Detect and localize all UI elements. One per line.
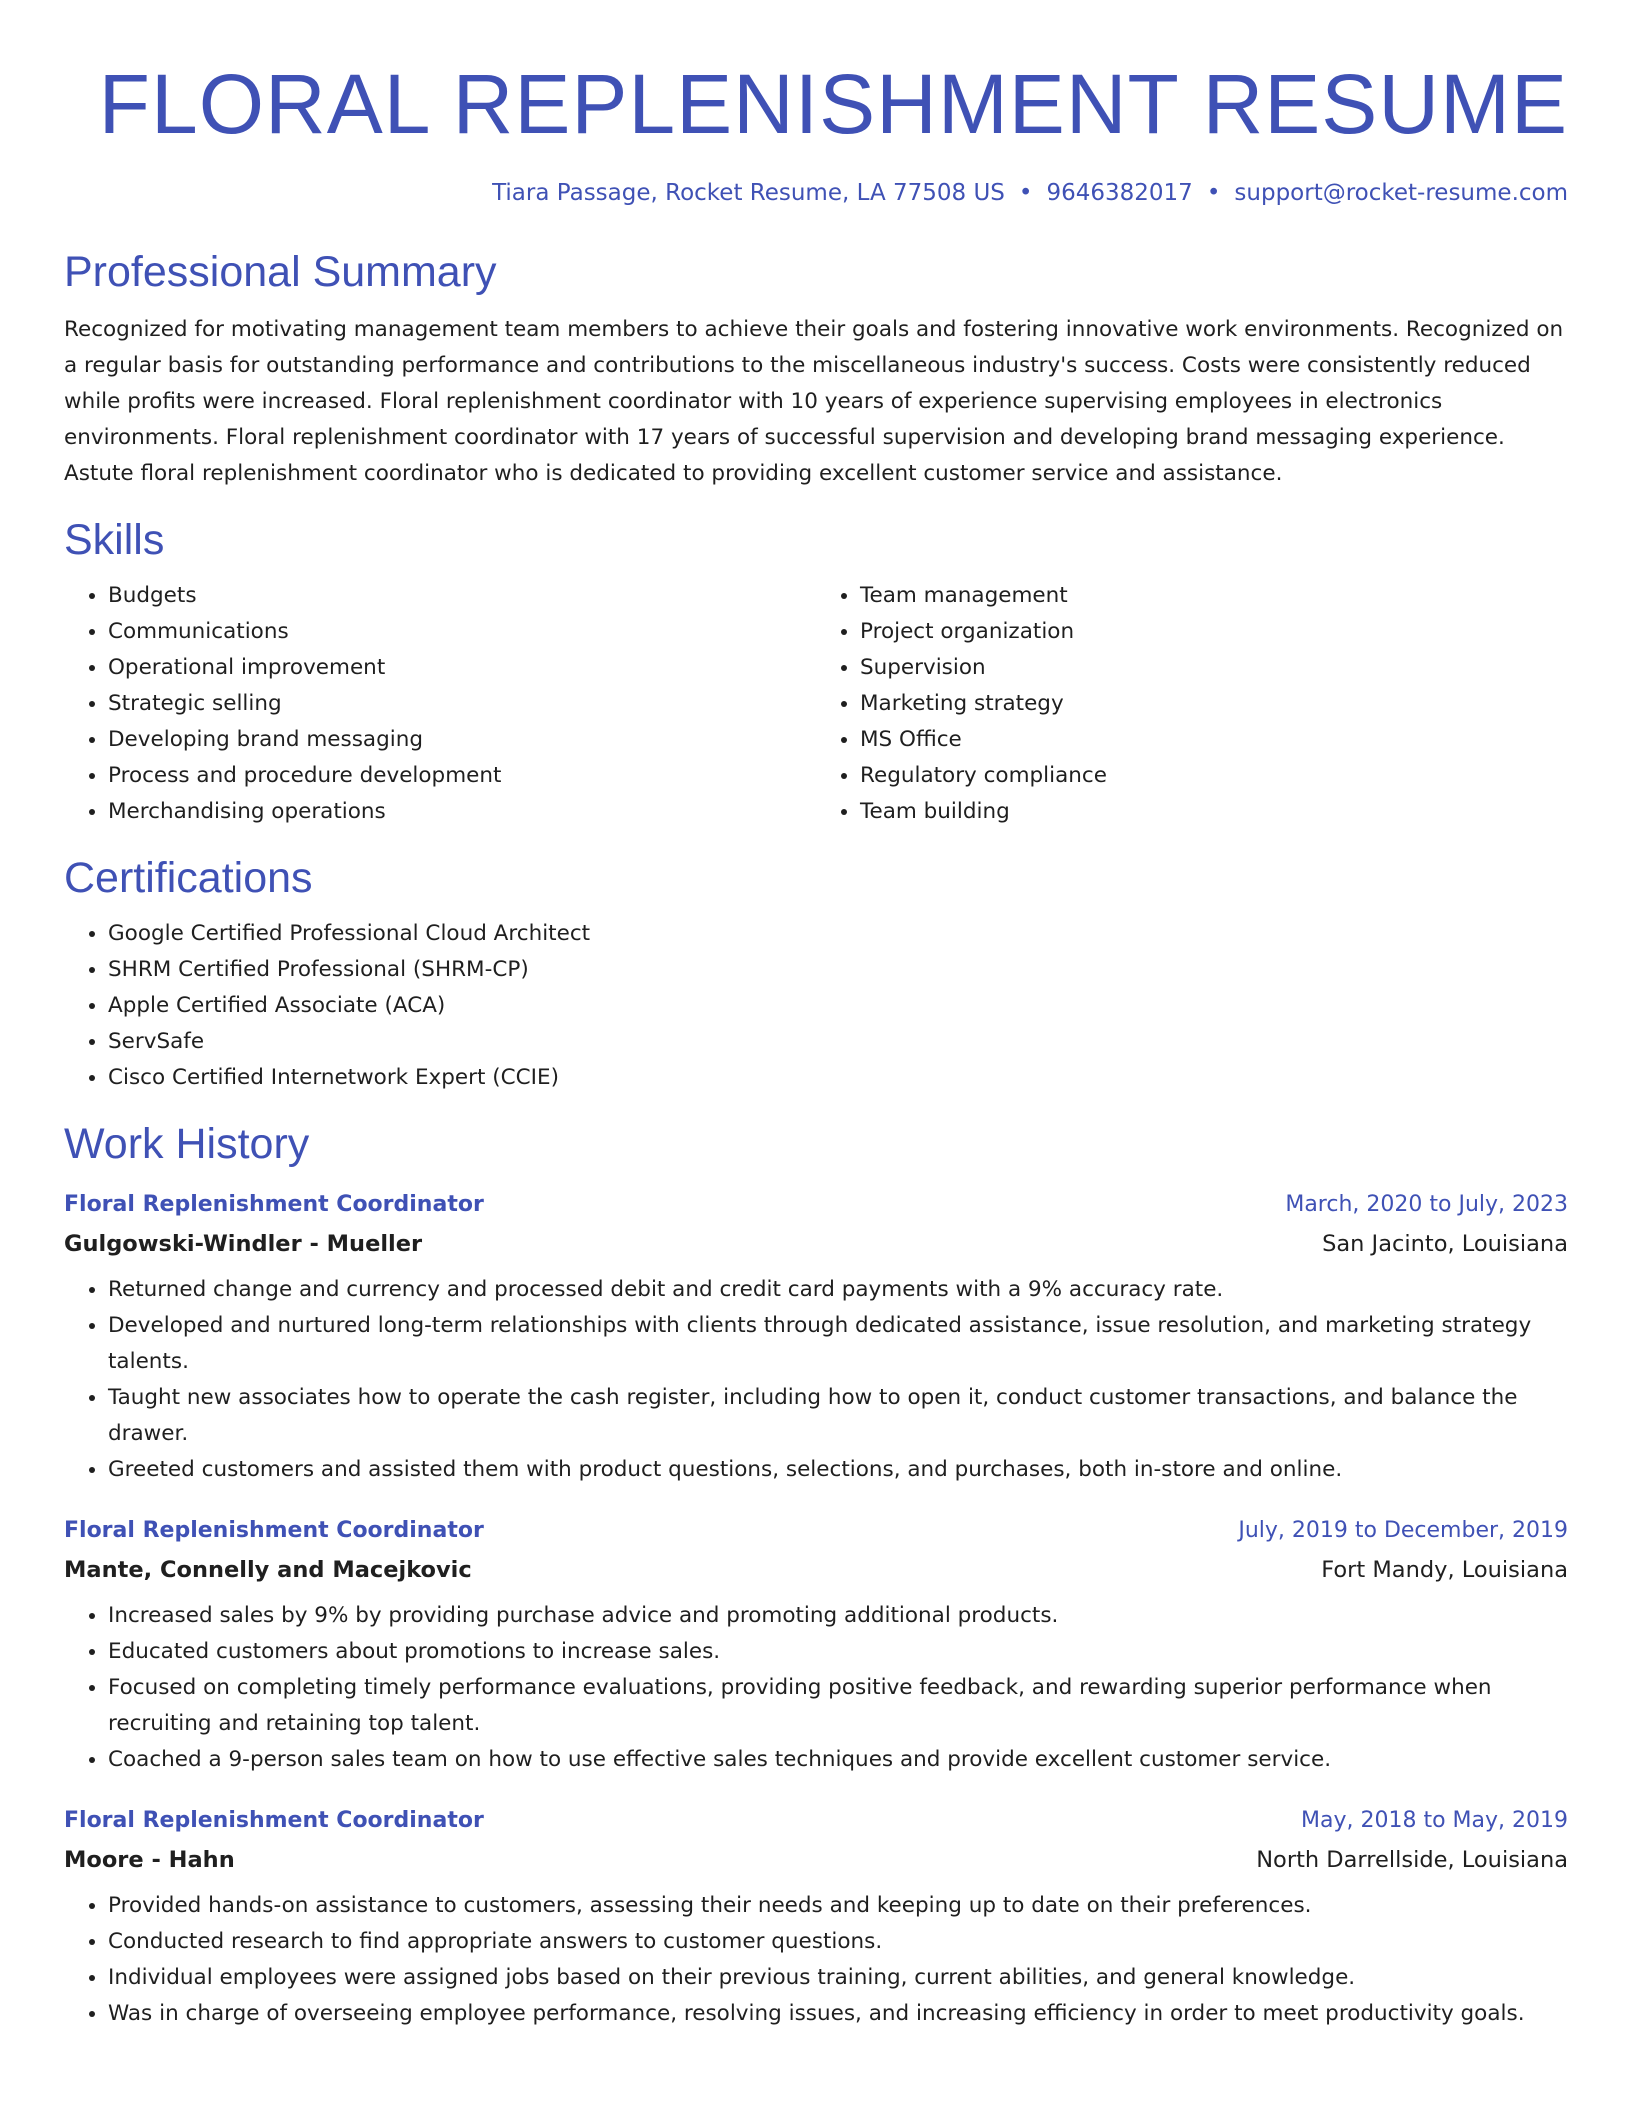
skill-item: • Budgets (108, 578, 816, 614)
contact-separator: • (1206, 180, 1221, 206)
job-company: Gulgowski-Windler - Mueller (64, 1231, 423, 1257)
skill-item: • Supervision (860, 650, 1568, 686)
skill-item: • Developing brand messaging (108, 722, 816, 758)
job-bullet: • Educated customers about promotions to increase sales. (108, 1634, 1568, 1670)
certifications-section (64, 850, 1568, 1096)
job-title: Floral Replenishment Coordinator (64, 1192, 484, 1217)
job-bullet: • Coached a 9-person sales team on how to use effective sales techniques and provide excellent customer service. (108, 1742, 1568, 1778)
job-bullet: • Returned change and currency and processed debit and credit card payments with a 9% accuracy rate. (108, 1272, 1568, 1308)
job-entry (64, 1186, 1568, 1488)
skill-item: • Project organization (860, 614, 1568, 650)
summary-section (64, 244, 1568, 492)
job-bullet: • Was in charge of overseeing employee performance, resolving issues, and increasing efficiency in order to meet productivity goals. (108, 1996, 1568, 2032)
certification-item: • SHRM Certified Professional (SHRM-CP) (108, 952, 1568, 988)
skills-heading: Skills (64, 516, 165, 564)
contact-line (64, 176, 1568, 210)
job-location: San Jacinto, Louisiana (1322, 1231, 1568, 1257)
job-company: Moore - Hahn (64, 1847, 235, 1873)
job-header (64, 1512, 1568, 1550)
job-dates: March, 2020 to July, 2023 (1285, 1192, 1568, 1217)
job-title: Floral Replenishment Coordinator (64, 1808, 484, 1833)
skill-item: • Marketing strategy (860, 686, 1568, 722)
skill-item: • Regulatory compliance (860, 758, 1568, 794)
job-title: Floral Replenishment Coordinator (64, 1518, 484, 1543)
job-subheader (64, 1224, 1568, 1264)
certification-item: • Google Certified Professional Cloud Architect (108, 916, 1568, 952)
job-bullet: • Greeted customers and assisted them with product questions, selections, and purchases, both in-store and online. (108, 1452, 1568, 1488)
contact-address: Tiara Passage, Rocket Resume, LA 77508 US (492, 180, 1005, 206)
skill-item: • Team management (860, 578, 1568, 614)
job-bullets (64, 1598, 1568, 1778)
skill-item: • Operational improvement (108, 650, 816, 686)
resume-title: FLORAL REPLENISHMENT RESUME (98, 57, 1568, 151)
job-entry (64, 1802, 1568, 2032)
work-history-section (64, 1116, 1568, 2032)
skill-item: • Communications (108, 614, 816, 650)
job-subheader (64, 1550, 1568, 1590)
job-location: North Darrellside, Louisiana (1256, 1847, 1568, 1873)
job-bullet: • Individual employees were assigned jobs based on their previous training, current abilities, and general knowledge. (108, 1960, 1568, 1996)
job-location: Fort Mandy, Louisiana (1321, 1557, 1568, 1583)
skills-grid (64, 568, 1568, 830)
job-bullets (64, 1888, 1568, 2032)
job-header (64, 1802, 1568, 1840)
skill-item: • Process and procedure development (108, 758, 816, 794)
skills-list-right (816, 578, 1568, 830)
skills-list-left (64, 578, 816, 830)
contact-email: support@rocket-resume.com (1234, 180, 1568, 206)
skill-item: • MS Office (860, 722, 1568, 758)
skill-item: • Team building (860, 794, 1568, 830)
summary-text: Recognized for motivating management team members to achieve their goals and fostering innovative work environments. Recognized on a regular basis for outstanding performance and contributions to the miscellaneous industry's success. Costs were consistently reduced while profits were increased. Floral replenishment coordinator with 10 years of experience supervising employees in electronics environments. Floral replenishment coordinator with 17 years of successful supervision and developing brand messaging experience. Astute floral replenishment coordinator who is dedicated to providing excellent customer service and assistance. (64, 317, 1564, 486)
skill-item: • Strategic selling (108, 686, 816, 722)
certifications-list (64, 916, 1568, 1096)
contact-phone: 9646382017 (1046, 180, 1193, 206)
job-dates: July, 2019 to December, 2019 (1238, 1518, 1568, 1543)
job-bullets (64, 1272, 1568, 1488)
skills-section (64, 512, 1568, 830)
certification-item: • Cisco Certified Internetwork Expert (CCIE) (108, 1060, 1568, 1096)
job-bullet: • Conducted research to find appropriate answers to customer questions. (108, 1924, 1568, 1960)
summary-heading: Professional Summary (64, 248, 497, 296)
certification-item: • Apple Certified Associate (ACA) (108, 988, 1568, 1024)
skill-item: • Merchandising operations (108, 794, 816, 830)
job-header (64, 1186, 1568, 1224)
job-bullet: • Focused on completing timely performance evaluations, providing positive feedback, and rewarding superior performance when recruiting and retaining top talent. (108, 1670, 1568, 1742)
job-subheader (64, 1840, 1568, 1880)
job-entry (64, 1512, 1568, 1778)
job-bullet: • Provided hands-on assistance to customers, assessing their needs and keeping up to date on their preferences. (108, 1888, 1568, 1924)
job-bullet: • Increased sales by 9% by providing purchase advice and promoting additional products. (108, 1598, 1568, 1634)
job-company: Mante, Connelly and Macejkovic (64, 1557, 472, 1583)
job-bullet: • Taught new associates how to operate the cash register, including how to open it, conduct customer transactions, and balance the drawer. (108, 1380, 1568, 1452)
work-history-heading: Work History (64, 1120, 310, 1168)
job-dates: May, 2018 to May, 2019 (1301, 1808, 1568, 1833)
certifications-heading: Certifications (64, 854, 313, 902)
contact-separator: • (1018, 180, 1033, 206)
certification-item: • ServSafe (108, 1024, 1568, 1060)
job-bullet: • Developed and nurtured long-term relationships with clients through dedicated assistance, issue resolution, and marketing strategy talents. (108, 1308, 1568, 1380)
